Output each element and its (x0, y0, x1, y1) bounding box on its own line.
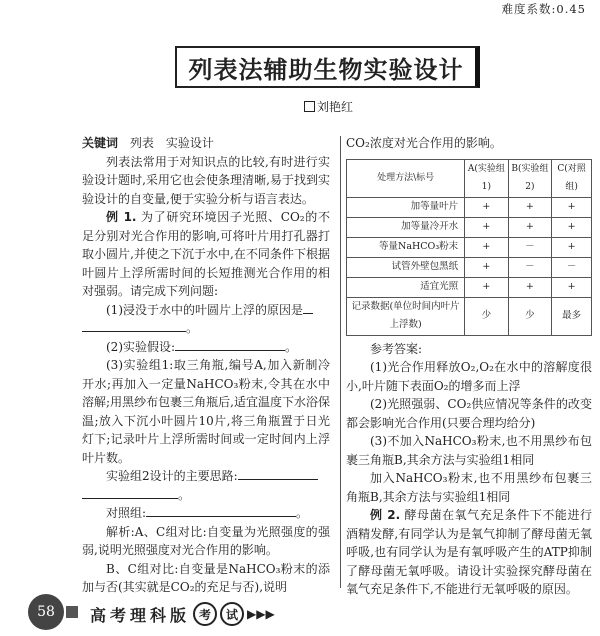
question-1-text: (1)浸没于水中的叶圆片上浮的原因是 (106, 302, 303, 317)
continuation-text: CO₂浓度对光合作用的影响。 (346, 136, 502, 150)
page-footer (28, 594, 588, 630)
example2-paragraph (346, 506, 592, 599)
column-divider (340, 136, 341, 588)
answer-4: 加入NaHCO₃粉末,也不用黑纱布包裹三角瓶B,其余方法与实验组1相同 (346, 471, 592, 504)
question-3: (3)实验组1:取三角瓶,编号A,加入新制冷开水;再加入一定量NaHCO₃粉末,令其在水中溶解;用黑纱布包裹三角瓶后,适宜温度下水浴保温;放入下沉小叶圆片10片,将三角瓶置于日光灯下;记录叶片上浮所需时间或一定时间内上浮叶片数。 (82, 358, 330, 465)
table-cell: + (465, 277, 508, 297)
question-2: (2)实验假设: 。 (106, 339, 298, 354)
table-cell: + (552, 277, 592, 297)
page-number: 58 (28, 594, 64, 630)
answer-blank (82, 319, 186, 332)
analysis-1: 解析:A、C组对比:自变量为光照强度的强弱,说明光照强度对光合作用的影响。 (82, 524, 330, 557)
footer-brand-text: 高考理科版 (90, 605, 191, 625)
table-row (347, 297, 592, 335)
answer-blank (146, 504, 296, 517)
title-box (175, 46, 480, 88)
answer-2: (2)光照强弱、CO₂供应情况等条件的改变都会影响光合作用(只要合理均给分) (346, 397, 592, 430)
table-cell: + (552, 237, 592, 257)
answer-blank (303, 301, 313, 314)
difficulty-label: 难度系数:0.45 (501, 2, 586, 16)
answer-3: (3)不加入NaHCO₃粉末,也不用黑纱布包裹三角瓶B,其余方法与实验组1相同 (346, 434, 592, 467)
table-cell: + (552, 217, 592, 237)
left-column (82, 134, 330, 597)
analysis-2: B、C组对比:自变量是NaHCO₃粉末的添加与否(其实就是CO₂的充足与否),说明 (82, 561, 330, 594)
question-1 (82, 301, 330, 320)
answer-blank (175, 338, 285, 351)
footer-stamp: 考 (193, 602, 217, 626)
table-row (347, 197, 592, 217)
example2-text: 酵母菌在氧气充足条件下不能进行酒精发酵,有同学认为是氧气抑制了酵母菌无氧呼吸,也有同学认为是有氧呼吸产生的ATP抑制了酵母菌无氧呼吸。请设计实验探究酵母菌在氧气充足条件下,不能进行无氧呼吸的原因。 (346, 508, 592, 596)
table-header-cell: B(实验组2) (508, 159, 552, 197)
control-label: 对照组: (106, 506, 147, 520)
table-row (347, 277, 592, 297)
table-header-row (347, 159, 592, 197)
table-cell: 适宜光照 (347, 277, 465, 297)
table-cell: 试管外壁包黑纸 (347, 257, 465, 277)
table-cell: － (552, 257, 592, 277)
table-cell: 少 (465, 297, 508, 335)
example1-label: 例 1. (106, 210, 137, 224)
keywords-line (82, 134, 330, 153)
table-cell: 加等量叶片 (347, 197, 465, 217)
table-row (347, 257, 592, 277)
table-cell: + (465, 217, 508, 237)
question-4 (82, 467, 330, 486)
table-cell: + (465, 237, 508, 257)
intro-paragraph: 列表法常用于对知识点的比较,有时进行实验设计题时,采用它也会使条理清晰,易于找到实验设计的自变量,便于实验分析与语言表达。 (82, 154, 330, 206)
table-cell: 最多 (552, 297, 592, 335)
author-name: 刘艳红 (317, 100, 354, 114)
footer-brand (90, 602, 275, 626)
table-cell: 等量NaHCO₃粉末 (347, 237, 465, 257)
table-header-cell: A(实验组1) (465, 159, 508, 197)
table-cell: + (508, 277, 552, 297)
question-1-blank-line: 。 (82, 319, 330, 338)
table-cell: + (465, 197, 508, 217)
footer-stripe (66, 606, 78, 618)
keywords-text: 列表 实验设计 (129, 136, 214, 150)
table-cell: 少 (508, 297, 552, 335)
answer-blank (238, 467, 318, 480)
table-cell: － (508, 257, 552, 277)
table-cell: 记录数据(单位时间内叶片上浮数) (347, 297, 465, 335)
example1-paragraph (82, 208, 330, 301)
table-cell: + (465, 257, 508, 277)
question-2-text: (2)实验假设: (106, 339, 176, 354)
table-header-cell: C(对照组) (552, 159, 592, 197)
table-row (347, 237, 592, 257)
footer-stamp: 试 (220, 602, 244, 626)
question-4-text: 实验组2设计的主要思路: (106, 469, 238, 483)
answer-blank (82, 486, 178, 499)
table-header-cell: 处理方法\标号 (347, 159, 465, 197)
example2-label: 例 2. (370, 508, 401, 522)
answer-1: (1)光合作用释放O₂,O₂在水中的溶解度很小,叶片随下表面O₂的增多而上浮 (346, 360, 592, 393)
author-line (304, 98, 353, 115)
table-cell: － (508, 237, 552, 257)
author-square-icon (304, 101, 315, 112)
experiment-table (346, 159, 592, 336)
arrows-icon: ▶▶▶ (247, 607, 275, 621)
table-cell: + (508, 197, 552, 217)
table-cell: + (508, 217, 552, 237)
table-cell: + (552, 197, 592, 217)
article-title: 列表法辅助生物实验设计 (188, 55, 464, 84)
right-column (346, 134, 592, 599)
control-group-line: 对照组: 。 (106, 506, 309, 520)
keywords-label: 关键词 (82, 136, 119, 150)
table-row (347, 217, 592, 237)
example1-text: 为了研究环境因子光照、CO₂的不足分别对光合作用的影响,可将叶片用打孔器打取小圆片,并使之下沉于水中,在不同条件下根据叶圆片上浮所需时间的长短推测光合作用的相对强弱。请完成下列问题: (82, 210, 330, 298)
answers-label: 参考答案: (370, 341, 423, 356)
table-cell: 加等量冷开水 (347, 217, 465, 237)
question-4-blank-line: 。 (82, 486, 330, 505)
